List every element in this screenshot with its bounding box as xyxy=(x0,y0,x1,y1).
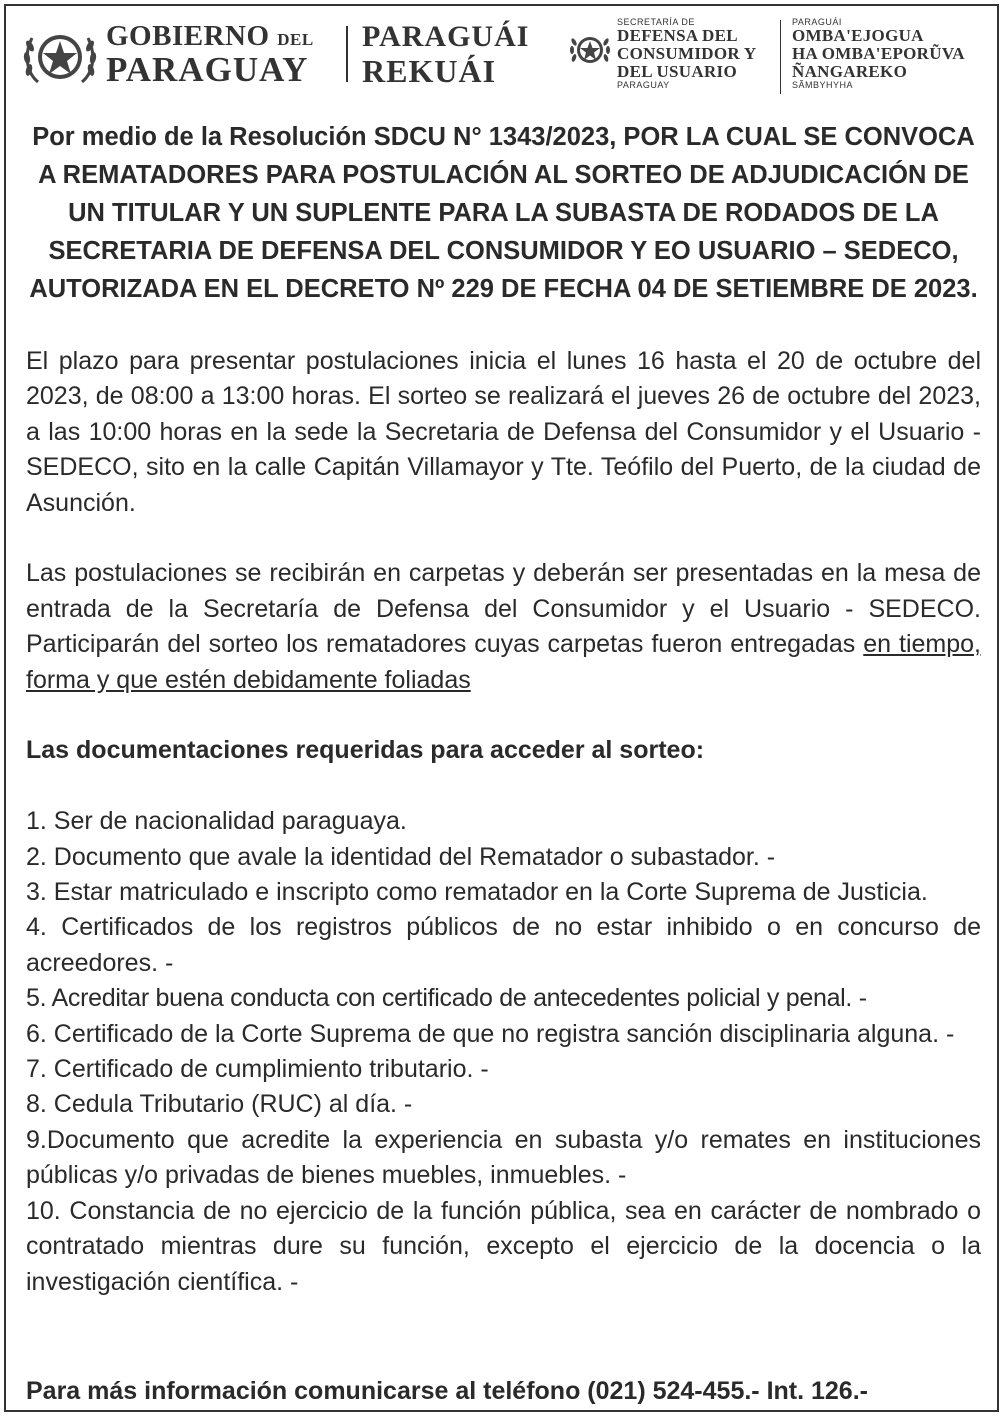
resolution-title: Por medio de la Resolución SDCU N° 1343/2023, POR LA CUAL SE CONVOCA A REMATADORES PARA POSTULACIÓN AL SORTEO DE ADJUDICACIÓN DE UN TITULAR Y UN SUPLENTE PARA LA SUBASTA DE RODADOS DE LA SECRETARIA DE DEFENSA DEL CONSUMIDOR Y EO USUARIO – SEDECO, AUTORIZADA EN EL DECRETO Nº 229 DE FECHA 04 DE SETIEMBRE DE 2023. xyxy=(29,123,978,303)
spacer xyxy=(26,698,981,733)
sedeco-line2: CONSUMIDOR Y xyxy=(617,44,757,63)
submission-underlined-text: en tiempo, forma y que estén debidamente foliadas xyxy=(26,630,981,694)
requirement-item: 3. Estar matriculado e inscripto como rematador en la Corte Suprema de Justicia. xyxy=(26,878,928,907)
sedeco-logo xyxy=(617,18,756,90)
guarani-small-top: PARAGUÁI xyxy=(792,17,842,27)
schedule-paragraph: El plazo para presentar postulaciones inicia el lunes 16 hasta el 20 de octubre del 2023, de 08:00 a 13:00 horas. El sorteo se realizará el jueves 26 de octubre del 2023, a las 10:00 horas en la sede la Secretaria de Defensa del Consumidor y el Usuario - SEDECO, sito en la calle Capitán Villamayor y Tte. Teófilo del Puerto, de la ciudad de Asunción. xyxy=(26,347,981,517)
requirement-item: 8. Cedula Tributario (RUC) al día. - xyxy=(26,1090,413,1119)
header xyxy=(0,0,1005,110)
paraguai-rekuai-logo xyxy=(362,22,529,87)
guarani-line3: ÑANGAREKO xyxy=(792,62,908,81)
logo-text-del: DEL xyxy=(277,30,314,49)
requirement-item: 4. Certificados de los registros públicos de no estar inhibido o en concurso de acreedores. - xyxy=(26,913,981,977)
requirement-item: 7. Certificado de cumplimiento tributario. - xyxy=(26,1055,489,1084)
guarani-logo xyxy=(792,18,965,90)
submission-paragraph xyxy=(26,556,981,698)
sedeco-line1: DEFENSA DEL xyxy=(617,26,738,45)
requirement-item: 10. Constancia de no ejercicio de la función pública, sea en carácter de nombrado o contratado mientras dure su función, excepto el ejercicio de la docencia o la investigación científica. - xyxy=(26,1196,981,1296)
government-seal-icon xyxy=(22,24,98,90)
requirement-item: 9.Documento que acredite la experiencia en subasta y/o remates en instituciones públicas y/o privadas de bienes muebles, inmuebles. - xyxy=(26,1125,981,1190)
spacer xyxy=(26,769,981,804)
logo-divider xyxy=(780,20,781,94)
guarani-line1: OMBA'EJOGUA xyxy=(792,26,924,45)
sedeco-small-bottom: PARAGUAY xyxy=(617,80,670,90)
submission-text: Las postulaciones se recibirán en carpetas y deberán ser presentadas en la mesa de entrada de la Secretaría de Defensa del Consumidor y el Usuario - SEDECO. Participarán del sorteo los rematadores cuyas carpetas fueron entregadas xyxy=(26,559,981,659)
requirements-heading: Las documentaciones requeridas para acceder al sorteo: xyxy=(26,736,705,765)
sedeco-line3: DEL USUARIO xyxy=(617,62,737,81)
logo-text-paraguai: PARAGUÁI xyxy=(362,20,530,53)
guarani-line2: HA OMBA'EPORŨVA xyxy=(792,44,965,63)
sedeco-seal-icon xyxy=(568,30,612,70)
requirement-item: 1. Ser de nacionalidad paraguaya. xyxy=(26,807,407,836)
logo-text-paraguay: PARAGUAY xyxy=(106,50,309,89)
logo-text-rekuai: REKUÁI xyxy=(362,53,497,89)
guarani-small-bottom: SÃMBYHYHA xyxy=(792,80,854,90)
sedeco-small-top: SECRETARÍA DE xyxy=(617,17,695,27)
requirement-item: 6. Certificado de la Corte Suprema de que no registra sanción disciplinaria alguna. - xyxy=(26,1019,955,1048)
requirement-item: 2. Documento que avale la identidad del Rematador o subastador. - xyxy=(26,842,776,871)
gobierno-del-paraguay-logo xyxy=(106,22,314,87)
requirement-item: 5. Acreditar buena conducta con certificado de antecedentes policial y penal. - xyxy=(26,984,867,1013)
logo-text-gobierno: GOBIERNO xyxy=(106,20,270,52)
contact-footer: Para más información comunicarse al teléfono (021) 524-455.- Int. 126.- xyxy=(26,1377,868,1405)
spacer xyxy=(26,521,981,556)
notice-body xyxy=(26,344,981,1300)
logo-divider xyxy=(346,26,348,82)
